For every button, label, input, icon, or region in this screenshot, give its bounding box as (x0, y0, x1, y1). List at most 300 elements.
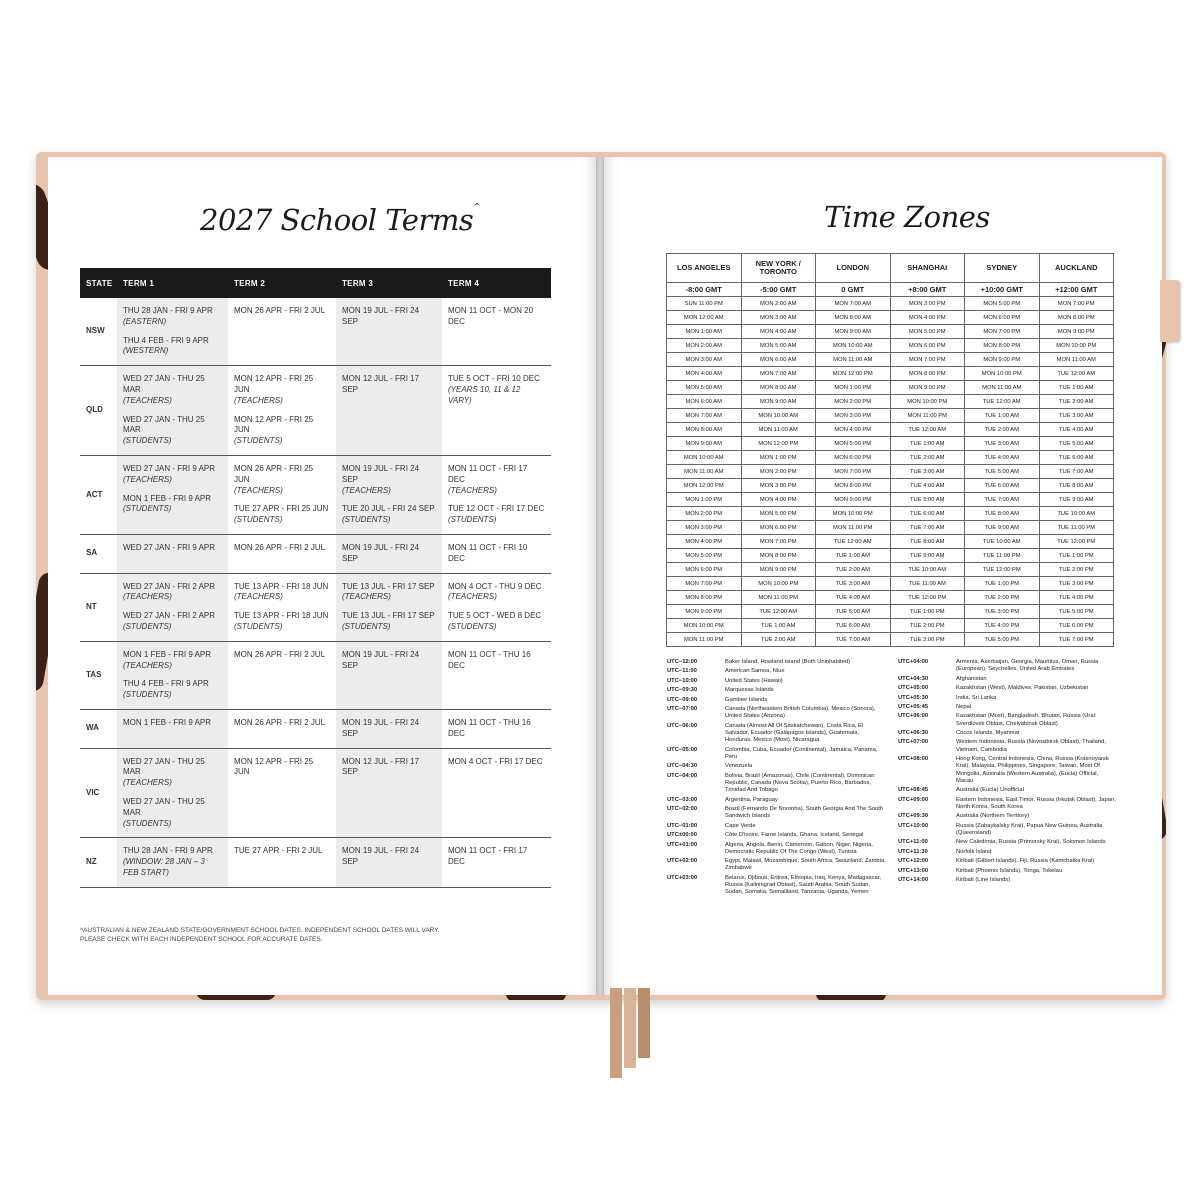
terms-row (80, 534, 551, 573)
term-cell (442, 748, 551, 838)
time-cell: MON 5:00 PM (667, 549, 742, 563)
terms-column-header: TERM 4 (442, 268, 551, 298)
terms-row (80, 641, 551, 709)
gmt-offset: -5:00 GMT (741, 283, 816, 297)
time-cell: MON 8:00 PM (741, 549, 816, 563)
time-cell: MON 11:00 AM (667, 465, 742, 479)
term-cell (117, 838, 228, 887)
utc-entry (898, 730, 1116, 737)
time-cell: TUE 12:00 AM (965, 395, 1040, 409)
time-cell: TUE 4:00 AM (965, 451, 1040, 465)
state-cell: TAS (80, 641, 117, 709)
utc-regions: Eastern Indonesia, East Timor, Russia (Irkutsk Oblast), Japan, North Korea, South Korea (956, 796, 1116, 810)
time-cell: TUE 2:00 PM (890, 619, 965, 633)
utc-entry (667, 659, 887, 666)
time-cell: MON 1:00 PM (667, 493, 742, 507)
time-row (667, 395, 1114, 409)
utc-entry (667, 747, 887, 761)
term-dates: MON 19 JUL - FRI 24 SEP (342, 846, 420, 867)
term-cell (117, 298, 228, 366)
time-cell: MON 3:00 AM (667, 353, 742, 367)
term-cell (117, 748, 228, 838)
term-dates: MON 19 JUL - FRI 24 SEP (342, 717, 420, 738)
term-cell (336, 455, 442, 534)
time-cell: MON 11:00 PM (816, 521, 891, 535)
terms-row (80, 748, 551, 838)
utc-regions: Armenia, Azerbaijan, Georgia, Mauritius, Oman, Russia (European), Seychelles, United Arab Emirates (956, 659, 1099, 673)
term-dates: THU 4 FEB - FRI 9 APR (123, 679, 209, 689)
time-cell: TUE 3:00 AM (890, 465, 965, 479)
term-dates: MON 19 JUL - FRI 24 SEP (342, 649, 420, 670)
time-row (667, 563, 1114, 577)
term-cell (442, 534, 551, 573)
time-cell: TUE 6:00 AM (816, 619, 891, 633)
time-cell: MON 10:00 PM (965, 367, 1040, 381)
spacer (123, 486, 222, 494)
time-cell: TUE 4:00 AM (890, 479, 965, 493)
term-cell (336, 534, 442, 573)
time-cell: MON 1:00 PM (741, 451, 816, 465)
utc-offset: UTC−11:00 (667, 668, 697, 675)
term-dates: TUE 5 OCT - WED 8 DEC (448, 611, 542, 621)
city-header: AUCKLAND (1039, 254, 1114, 283)
school-terms-table (80, 268, 551, 888)
term-note: (YEARS 10, 11 & 12 VARY) (448, 384, 521, 405)
utc-offset: UTC−04:00 (667, 772, 698, 779)
term-cell (442, 641, 551, 709)
time-cell: TUE 3:00 AM (965, 437, 1040, 451)
time-cell: TUE 5:00 AM (890, 493, 965, 507)
time-cell: TUE 3:00 PM (1039, 577, 1114, 591)
time-cell: MON 8:00 PM (667, 591, 742, 605)
spacer (234, 603, 330, 611)
utc-offset: UTC+02:00 (667, 858, 698, 865)
utc-offset: UTC+09:30 (898, 813, 929, 820)
utc-offset: UTC+01:00 (667, 841, 698, 848)
time-cell: MON 5:00 PM (965, 297, 1040, 311)
utc-offset: UTC+12:00 (898, 858, 929, 865)
time-cell: TUE 12:00 AM (1039, 367, 1114, 381)
utc-regions: Australia (Eucla) Unofficial (956, 787, 1024, 794)
time-cell: MON 4:00 AM (741, 325, 816, 339)
time-row (667, 325, 1114, 339)
term-cell (336, 748, 442, 838)
time-cell: TUE 1:00 AM (890, 437, 965, 451)
time-cell: MON 5:00 PM (816, 437, 891, 451)
city-header-row (667, 254, 1114, 283)
time-cell: MON 6:00 AM (741, 353, 816, 367)
state-cell: SA (80, 534, 117, 573)
state-cell: VIC (80, 748, 117, 838)
time-cell: MON 4:00 PM (667, 535, 742, 549)
time-cell: TUE 6:00 AM (890, 507, 965, 521)
time-cell: TUE 12:00 AM (816, 535, 891, 549)
utc-regions: Marquesas Islands (725, 687, 774, 694)
time-cell: TUE 5:00 PM (1039, 605, 1114, 619)
time-cell: TUE 9:00 AM (1039, 493, 1114, 507)
time-row (667, 577, 1114, 591)
time-cell: MON 9:00 AM (816, 325, 891, 339)
utc-entry (667, 832, 887, 839)
spacer (342, 603, 436, 611)
time-cell: TUE 4:00 PM (965, 619, 1040, 633)
term-cell (228, 366, 336, 456)
time-cell: TUE 5:00 AM (965, 465, 1040, 479)
term-dates: MON 26 APR - FRI 2 JUL (234, 717, 326, 727)
utc-entry (667, 763, 887, 770)
time-cell: MON 3:00 PM (890, 297, 965, 311)
term-dates: MON 12 APR - FRI 25 JUN (234, 414, 314, 435)
time-cell: TUE 12:00 PM (1039, 535, 1114, 549)
time-zones-title: Time Zones (824, 200, 990, 234)
term-note: (STUDENTS) (123, 690, 172, 700)
gmt-offset: -8:00 GMT (667, 283, 742, 297)
utc-regions: Kiribati (Line Islands) (956, 877, 1011, 884)
utc-entry (667, 678, 887, 685)
time-cell: MON 11:00 AM (1039, 353, 1114, 367)
term-cell (117, 534, 228, 573)
term-note: (TEACHERS) (123, 592, 172, 602)
time-cell: MON 7:00 PM (890, 353, 965, 367)
time-cell: MON 7:00 AM (667, 409, 742, 423)
utc-regions: Canada (Almost All Of Saskatchewan), Costa Rica, El Salvador, Ecuador (Galápagos Islands), Guatemala, Honduras, Mexico (Most), Nicaragua (725, 722, 864, 744)
term-note: (TEACHERS) (123, 660, 172, 670)
time-cell: MON 10:00 PM (741, 577, 816, 591)
time-cell: MON 10:00 PM (816, 507, 891, 521)
term-cell (336, 709, 442, 748)
time-cell: TUE 10:00 AM (890, 563, 965, 577)
city-header: LOS ANGELES (667, 254, 742, 283)
time-cell: MON 4:00 PM (890, 311, 965, 325)
time-cell: TUE 3:00 PM (965, 605, 1040, 619)
term-dates: MON 11 OCT - FRI 17 DEC (448, 846, 528, 867)
time-cell: SUN 11:00 PM (667, 297, 742, 311)
spacer (234, 496, 330, 504)
utc-offset: UTC+06:30 (898, 730, 929, 736)
time-cell: MON 8:00 AM (667, 423, 742, 437)
utc-offset: UTC+14:00 (898, 877, 929, 884)
term-cell (228, 641, 336, 709)
spacer (123, 671, 222, 679)
utc-offset: UTC+08:00 (898, 756, 929, 763)
time-cell: MON 6:00 PM (965, 311, 1040, 325)
term-note: (STUDENTS) (123, 621, 172, 631)
time-cell: MON 1:00 AM (667, 325, 742, 339)
time-cell: MON 11:00 PM (667, 633, 742, 647)
time-cell: TUE 12:00 PM (965, 563, 1040, 577)
utc-entry (898, 839, 1116, 846)
terms-column-header: STATE (80, 268, 117, 298)
bookmark-ribbon[interactable] (638, 988, 650, 1058)
time-cell: TUE 7:00 AM (816, 633, 891, 647)
term-note: (WINDOW: 28 JAN – 3 FEB START) (123, 857, 205, 877)
state-cell: NZ (80, 838, 117, 887)
time-cell: TUE 11:00 PM (965, 549, 1040, 563)
bookmark-ribbon[interactable] (610, 988, 622, 1078)
time-cell: TUE 4:00 AM (1039, 423, 1114, 437)
time-cell: TUE 8:00 AM (965, 507, 1040, 521)
time-cell: TUE 1:00 AM (816, 549, 891, 563)
term-dates: MON 4 OCT - FRI 17 DEC (448, 756, 543, 766)
time-row (667, 493, 1114, 507)
terms-header-row (80, 268, 551, 298)
utc-regions: Afghanistan (956, 675, 987, 682)
time-cell: MON 7:00 PM (1039, 297, 1114, 311)
city-header: LONDON (816, 254, 891, 283)
utc-offset: UTC−09:00 (667, 696, 698, 703)
term-dates: MON 12 APR - FRI 25 JUN (234, 374, 314, 394)
term-note: (TEACHERS) (342, 592, 391, 602)
utc-entry (667, 875, 887, 897)
utc-offset: UTC+04:30 (898, 675, 929, 682)
utc-regions: Norfolk Island (956, 848, 992, 855)
term-note: (STUDENTS) (342, 515, 391, 525)
utc-offset: UTC−09:30 (667, 687, 698, 694)
utc-entry (898, 823, 1116, 837)
title-footnote-mark: ^ (473, 203, 481, 213)
utc-offset: UTC−06:00 (667, 722, 698, 729)
utc-offset: UTC−07:00 (667, 706, 698, 713)
utc-regions: American Samoa, Niue (725, 668, 785, 675)
term-dates: WED 27 JAN - FRI 9 APR (123, 542, 216, 552)
time-cell: MON 3:00 PM (816, 409, 891, 423)
utc-offset: UTC±00:00 (667, 832, 697, 839)
utc-entry (898, 756, 1116, 785)
utc-entry (898, 685, 1116, 692)
term-note: (TEACHERS) (448, 485, 497, 495)
time-cell: MON 5:00 PM (741, 507, 816, 521)
term-dates: WED 27 JAN - FRI 9 APR (123, 463, 216, 473)
time-cell: TUE 4:00 AM (816, 591, 891, 605)
utc-regions: India, Sri Lanka (956, 694, 997, 701)
term-dates: WED 27 JAN - THU 25 MAR (123, 756, 205, 777)
time-row (667, 409, 1114, 423)
term-dates: TUE 13 APR - FRI 18 JUN (234, 611, 329, 621)
time-cell: MON 10:00 AM (667, 451, 742, 465)
time-cell: MON 6:00 PM (741, 521, 816, 535)
term-note: (STUDENTS) (123, 818, 172, 828)
term-cell (336, 298, 442, 366)
utc-offset: UTC+09:00 (898, 796, 929, 803)
terms-row (80, 366, 551, 456)
term-cell (228, 298, 336, 366)
utc-offset: UTC+13:00 (898, 867, 929, 874)
utc-entry (898, 695, 1116, 702)
utc-offset: UTC+05:30 (898, 694, 929, 701)
gmt-offset: +8:00 GMT (890, 283, 965, 297)
term-dates: TUE 12 OCT - FRI 17 DEC (448, 504, 545, 514)
time-cell: MON 4:00 PM (816, 423, 891, 437)
utc-regions: Brazil (Fernando De Noronha), South Georgia And The South Sandwich Islands (725, 806, 884, 820)
term-cell (336, 366, 442, 456)
term-note: (STUDENTS) (342, 621, 391, 631)
time-cell: TUE 1:00 AM (965, 409, 1040, 423)
time-cell: MON 3:00 PM (667, 521, 742, 535)
time-cell: TUE 12:00 PM (890, 591, 965, 605)
time-cell: MON 6:00 PM (890, 339, 965, 353)
time-cell: TUE 7:00 AM (1039, 465, 1114, 479)
utc-regions: Nepal (956, 703, 972, 710)
utc-regions: Algeria, Angola, Benin, Cameroon, Gabon, Niger, Nigeria, Democratic Republic Of The Congo (West), Tunisia (725, 841, 873, 855)
utc-regions: Hong Kong, Central Indonesia, China, Russia (Krasnoyarsk Krai), Malaysia, Philippines, Singapore, Taiwan, Most Of Mongolia, Australia (Western Australia), (Eucla) Official, Macau (956, 756, 1109, 784)
term-dates: MON 12 JUL - FRI 17 SEP (342, 756, 420, 777)
term-dates: TUE 20 JUL - FRI 24 SEP (342, 504, 435, 514)
page-tab[interactable] (1160, 280, 1180, 342)
term-dates: TUE 5 OCT - FRI 10 DEC (448, 374, 540, 384)
utc-offset: UTC+04:00 (898, 659, 929, 665)
term-cell (442, 709, 551, 748)
utc-entry (667, 842, 887, 856)
utc-regions: Baker Island, Howland Island (Both Uninhabited) (725, 659, 851, 665)
time-cell: MON 2:00 PM (667, 507, 742, 521)
utc-regions: Cape Verde (725, 822, 756, 829)
utc-regions: Kiribati (Phoenix Islands), Tonga, Tokelau (956, 867, 1063, 874)
time-cell: TUE 3:00 PM (890, 633, 965, 647)
time-cell: MON 6:00 AM (667, 395, 742, 409)
time-cell: MON 9:00 PM (1039, 325, 1114, 339)
time-cell: TUE 2:00 AM (816, 563, 891, 577)
time-cell: MON 9:00 PM (890, 381, 965, 395)
term-note: (STUDENTS) (123, 436, 172, 446)
time-cell: TUE 5:00 PM (965, 633, 1040, 647)
time-cell: TUE 2:00 PM (1039, 563, 1114, 577)
utc-offset: UTC+07:00 (898, 739, 929, 746)
time-cell: MON 10:00 PM (890, 395, 965, 409)
time-row (667, 549, 1114, 563)
bookmark-ribbon[interactable] (624, 988, 636, 1068)
time-cell: MON 10:00 PM (667, 619, 742, 633)
time-cell: MON 3:00 AM (741, 311, 816, 325)
terms-row (80, 298, 551, 366)
time-cell: MON 12:00 AM (667, 311, 742, 325)
time-cell: MON 12:00 PM (816, 367, 891, 381)
time-cell: TUE 7:00 AM (890, 521, 965, 535)
term-note: (WESTERN) (123, 346, 169, 356)
utc-offset: UTC+05:45 (898, 703, 929, 710)
state-cell: QLD (80, 366, 117, 456)
time-cell: MON 7:00 PM (667, 577, 742, 591)
term-note: (TEACHERS) (123, 395, 172, 405)
time-row (667, 339, 1114, 353)
time-cell: MON 11:00 AM (741, 423, 816, 437)
utc-regions: United States (Hawaii) (725, 677, 783, 684)
time-zones-table (666, 253, 1114, 647)
term-dates: MON 11 OCT - FRI 10 DEC (448, 542, 528, 563)
time-cell: MON 8:00 AM (816, 311, 891, 325)
time-cell: TUE 3:00 AM (1039, 409, 1114, 423)
time-cell: MON 6:00 PM (816, 451, 891, 465)
time-row (667, 311, 1114, 325)
term-cell (442, 573, 551, 641)
time-cell: MON 10:00 AM (741, 409, 816, 423)
utc-regions: Argentina, Paraguay (725, 796, 778, 803)
time-cell: TUE 2:00 AM (741, 633, 816, 647)
term-dates: MON 12 APR - FRI 25 JUN (234, 756, 314, 777)
time-cell: MON 1:00 PM (816, 381, 891, 395)
spacer (123, 407, 222, 415)
utc-regions: Canada (Northeastern British Columbia), Mexico (Sonora), United States (Arizona) (725, 706, 876, 720)
term-dates: MON 26 APR - FRI 2 JUL (234, 306, 326, 315)
utc-regions: Venezuela (725, 763, 753, 770)
term-cell (336, 838, 442, 887)
utc-entry (898, 704, 1116, 711)
time-row (667, 381, 1114, 395)
term-note: (TEACHERS) (234, 395, 283, 405)
time-cell: MON 8:00 AM (741, 381, 816, 395)
term-cell (228, 709, 336, 748)
term-dates: MON 19 JUL - FRI 24 SEP (342, 542, 420, 563)
time-cell: MON 2:00 PM (741, 465, 816, 479)
time-cell: TUE 11:00 PM (1039, 521, 1114, 535)
term-dates: MON 1 FEB - FRI 9 APR (123, 717, 212, 727)
utc-list-right (898, 659, 1116, 886)
city-header: SHANGHAI (890, 254, 965, 283)
utc-list-left (667, 659, 887, 899)
time-row (667, 507, 1114, 521)
spacer (234, 407, 330, 415)
term-dates: MON 12 JUL - FRI 17 SEP (342, 374, 420, 394)
spacer (342, 496, 436, 504)
utc-entry (667, 697, 887, 704)
term-dates: MON 19 JUL - FRI 24 SEP (342, 306, 420, 326)
state-cell: ACT (80, 455, 117, 534)
term-dates: WED 27 JAN - FRI 2 APR (123, 611, 216, 621)
term-note: (TEACHERS) (342, 485, 391, 495)
term-dates: MON 26 APR - FRI 25 JUN (234, 463, 314, 484)
utc-entry (667, 773, 887, 795)
time-cell: MON 8:00 PM (816, 479, 891, 493)
time-cell: TUE 8:00 AM (1039, 479, 1114, 493)
footnote-line: ^AUSTRALIAN & NEW ZEALAND STATE/GOVERNMENT SCHOOL DATES. INDEPENDENT SCHOOL DATES WILL VARY. (80, 927, 440, 934)
time-cell: MON 8:00 PM (965, 339, 1040, 353)
time-row (667, 535, 1114, 549)
term-note: (STUDENTS) (448, 515, 497, 525)
time-row (667, 605, 1114, 619)
state-cell: NSW (80, 298, 117, 366)
time-cell: MON 8:00 PM (890, 367, 965, 381)
terms-column-header: TERM 1 (117, 268, 228, 298)
terms-row (80, 573, 551, 641)
utc-regions: Egypt, Malawi, Mozambique, South Africa, Swaziland, Zambia, Zimbabwe (725, 858, 886, 872)
utc-regions: Bolivia, Brazil (Amazonas), Chile (Continental), Dominican Republic, Canada (Nova Scotia), Puerto Rico, Barbados, Trinidad And Tobago (725, 772, 875, 794)
gmt-offset: 0 GMT (816, 283, 891, 297)
spacer (123, 789, 222, 797)
time-cell: TUE 12:00 AM (890, 423, 965, 437)
time-cell: MON 12:00 PM (741, 437, 816, 451)
utc-regions: Côte D'ivoire, Faroe Islands, Ghana, Iceland, Senegal (725, 832, 864, 839)
term-dates: MON 26 APR - FRI 2 JUL (234, 542, 326, 552)
utc-entry (667, 668, 887, 675)
time-row (667, 423, 1114, 437)
time-cell: TUE 8:00 AM (890, 535, 965, 549)
utc-offset: UTC−10:00 (667, 677, 698, 684)
time-cell: TUE 9:00 AM (890, 549, 965, 563)
term-dates: MON 11 OCT - THU 16 DEC (448, 649, 531, 670)
term-cell (442, 455, 551, 534)
utc-offset: UTC−05:00 (667, 746, 698, 753)
utc-offset: UTC+03:00 (667, 874, 698, 881)
time-cell: TUE 6:00 AM (965, 479, 1040, 493)
term-note: (TEACHERS) (234, 485, 283, 495)
title-text: 2027 School Terms (200, 203, 474, 237)
book-spine (596, 157, 604, 995)
time-cell: TUE 1:00 PM (890, 605, 965, 619)
term-dates: MON 26 APR - FRI 2 JUL (234, 649, 326, 659)
time-cell: MON 8:00 PM (1039, 311, 1114, 325)
utc-entry (898, 797, 1116, 811)
utc-entry (667, 806, 887, 820)
term-cell (228, 838, 336, 887)
